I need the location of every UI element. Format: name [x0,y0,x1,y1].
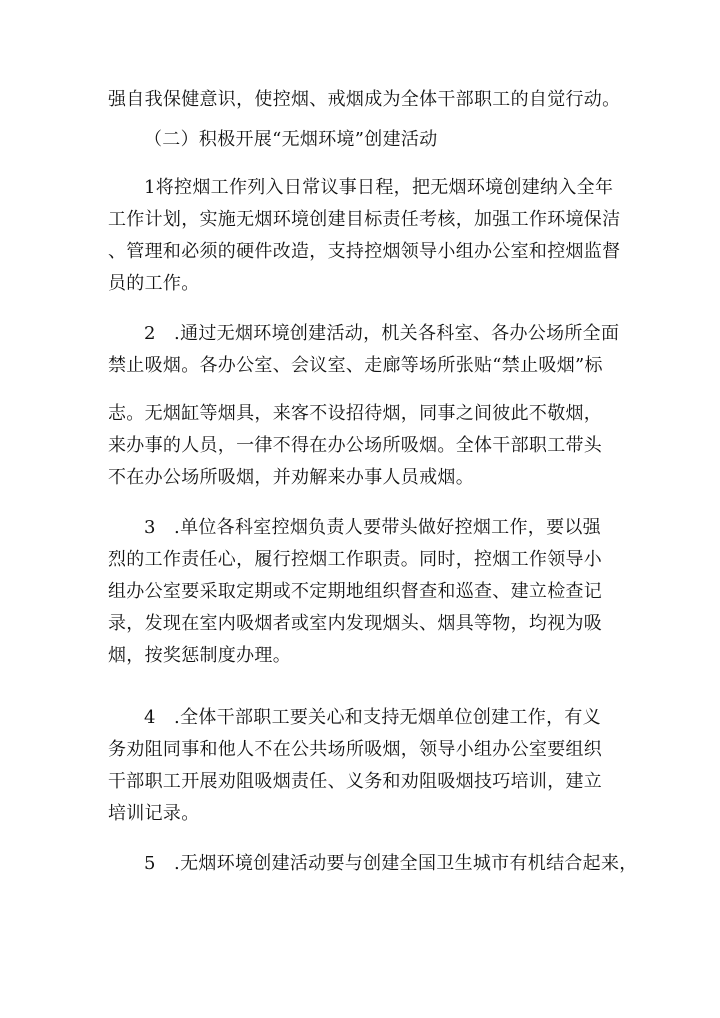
paragraph-line: 烟，按奖惩制度办理。 [108,645,291,666]
paragraph-line: 工作计划，实施无烟环境创建目标责任考核，加强工作环境保洁 [108,209,621,230]
section-heading: （二）积极开展“无烟环境”创建活动 [144,129,438,150]
paragraph-line: 录，发现在室内吸烟者或室内发现烟头、烟具等物，均视为吸 [108,613,603,634]
paragraph-line: 禁止吸烟。各办公室、会议室、走廊等场所张贴“禁止吸烟”标 [108,355,603,376]
paragraph-line: 烈的工作责任心，履行控烟工作职责。同时，控烟工作领导小 [108,549,603,570]
paragraph-line: 来办事的人员，一律不得在办公场所吸烟。全体干部职工带头 [108,435,603,456]
paragraph-line: 4 .全体干部职工要关心和支持无烟单位创建工作，有义 [144,707,601,728]
paragraph-line: 不在办公场所吸烟，并劝解来办事人员戒烟。 [108,467,474,488]
paragraph-line: 志。无烟缸等烟具，来客不设招待烟，同事之间彼此不敬烟， [108,403,603,424]
intro-line: 强自我保健意识，使控烟、戒烟成为全体干部职工的自觉行动。 [108,89,621,110]
paragraph-line: 1将控烟工作列入日常议事日程，把无烟环境创建纳入全年 [144,177,614,198]
paragraph-line: 员的工作。 [108,273,200,294]
paragraph-line: 务劝阻同事和他人不在公共场所吸烟，领导小组办公室要组织 [108,739,603,760]
paragraph-line: 干部职工开展劝阻吸烟责任、义务和劝阻吸烟技巧培训，建立 [108,771,603,792]
paragraph-line: 组办公室要采取定期或不定期地组织督查和巡查、建立检查记 [108,581,603,602]
paragraph-line: 3 .单位各科室控烟负责人要带头做好控烟工作，要以强 [144,517,601,538]
paragraph-line: 、管理和必须的硬件改造，支持控烟领导小组办公室和控烟监督 [108,241,621,262]
paragraph-line: 2 .通过无烟环境创建活动，机关各科室、各办公场所全面 [144,323,620,344]
paragraph-line: 培训记录。 [108,803,200,824]
paragraph-line: 5 .无烟环境创建活动要与创建全国卫生城市有机结合起来， [144,853,638,874]
